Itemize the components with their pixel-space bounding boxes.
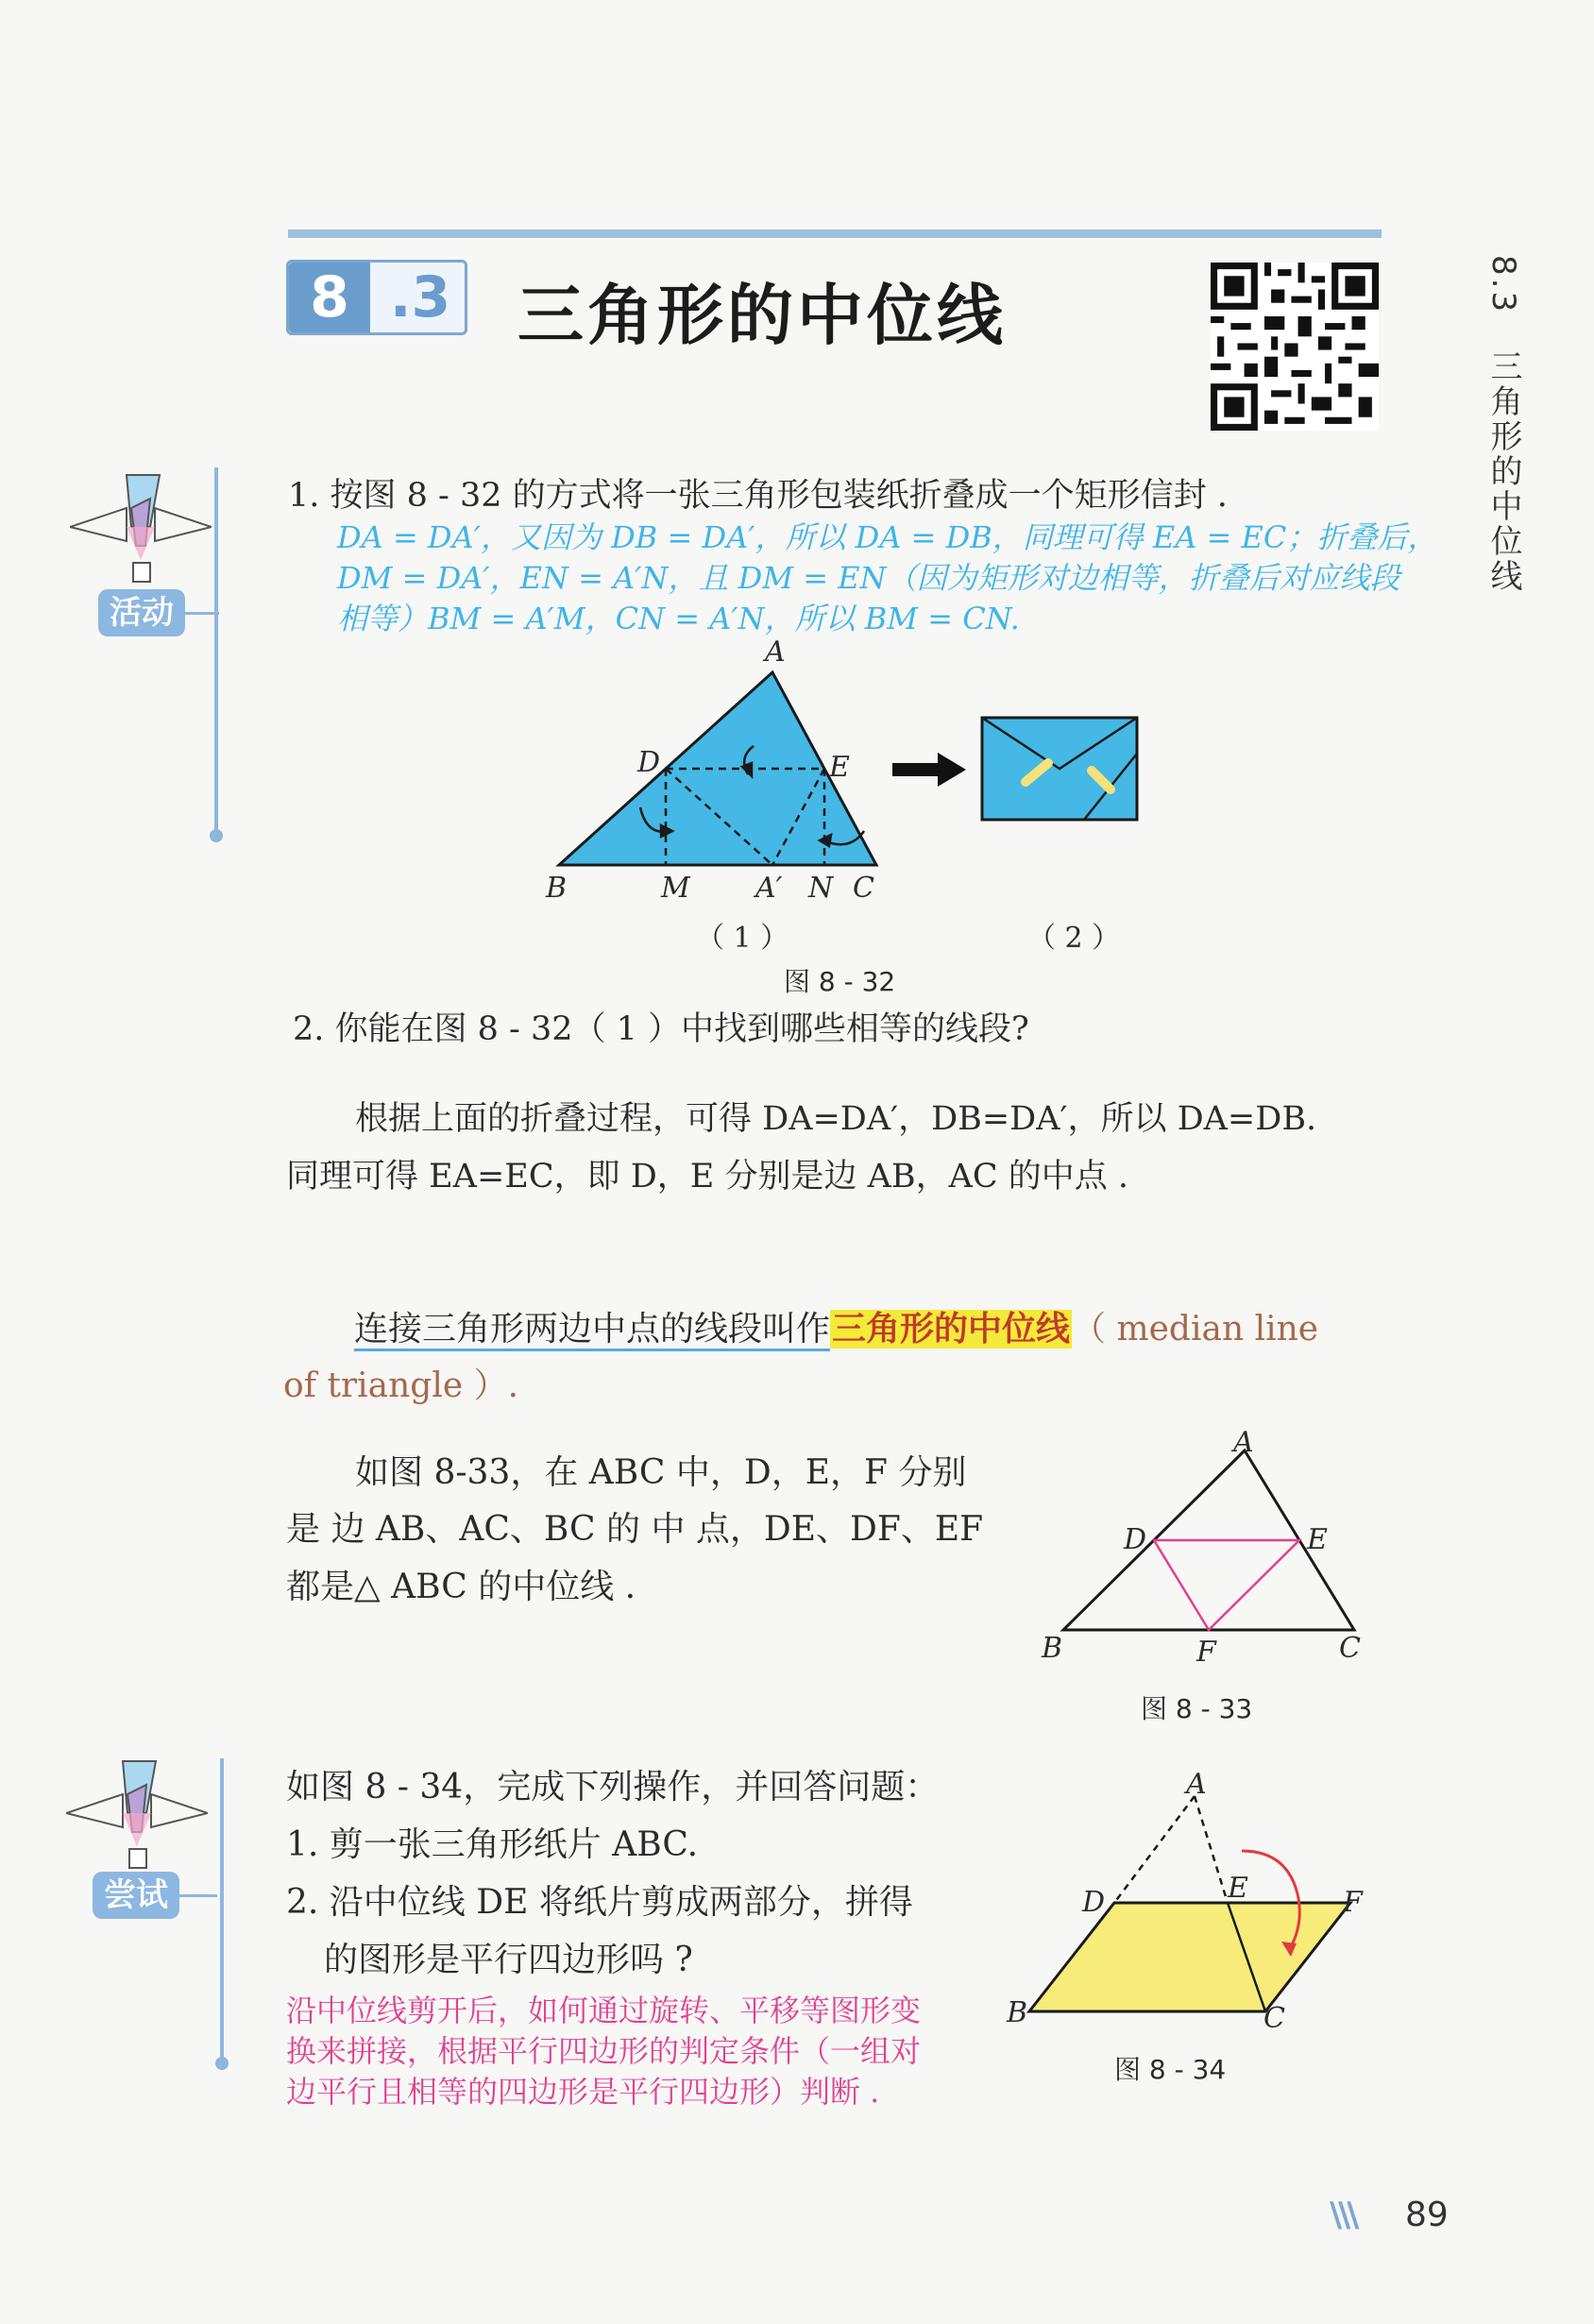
- definition-term: 三角形的中位线: [832, 1310, 1071, 1349]
- example-line-3: 都是△ ABC 的中位线 .: [286, 1568, 636, 1606]
- section-number: 8: [289, 263, 370, 332]
- right-arrow-icon: [892, 751, 968, 789]
- figure-8-34-parallelogram: [1015, 1785, 1365, 2030]
- activity-answer-2-line-2: 同理可得 EA=EC，即 D，E 分别是边 AB，AC 的中点 .: [286, 1158, 1129, 1196]
- definition-english-2: of triangle ）.: [283, 1366, 519, 1405]
- example-line-1: 如图 8-33，在 ABC 中，D，E，F 分别: [355, 1453, 967, 1492]
- fig34-label-D: D: [1082, 1886, 1106, 1919]
- activity-answer-1-line-3: 相等）BM = A′M，CN = A′N，所以 BM = CN.: [337, 601, 1020, 636]
- try-tag: 尝试: [93, 1872, 179, 1919]
- try-rule-end: [215, 2057, 229, 2070]
- fig32-subcaption-2: （ 2 ）: [1027, 922, 1121, 955]
- qr-code-icon[interactable]: [1211, 263, 1379, 431]
- fig33-label-F: F: [1196, 1636, 1216, 1669]
- try-intro: 如图 8 - 34，完成下列操作，并回答问题：: [286, 1768, 940, 1807]
- definition-line-1: [354, 1301, 1318, 1358]
- fig33-label-D: D: [1124, 1523, 1147, 1556]
- fig33-label-E: E: [1307, 1523, 1328, 1556]
- page-number-marks: \\\: [1330, 2196, 1356, 2234]
- fig34-label-B: B: [1007, 1996, 1028, 2029]
- section-decimal: .3: [389, 264, 451, 331]
- side-running-title: 8.3 三角形的中位线: [1484, 255, 1522, 595]
- try-step-2b: 的图形是平行四边形吗 ?: [324, 1941, 693, 1979]
- try-step-2a: 2. 沿中位线 DE 将纸片剪成两部分，拼得: [286, 1883, 913, 1922]
- try-rule: [220, 1758, 224, 2061]
- fig32-label-A-prime: A′: [755, 872, 783, 905]
- activity-answer-1-line-2: DM = DA′，EN = A′N，且 DM = EN（因为矩形对边相等，折叠后对应线段: [337, 560, 1400, 596]
- try-answer-line-1: 沿中位线剪开后，如何通过旋转、平移等图形变: [286, 1993, 922, 2028]
- fig33-label-A: A: [1233, 1426, 1254, 1459]
- fig34-label-F: F: [1343, 1886, 1363, 1919]
- pinwheel-icon: [70, 470, 212, 584]
- activity-item-1: 1. 按图 8 - 32 的方式将一张三角形包装纸折叠成一个矩形信封 .: [288, 477, 1228, 515]
- try-answer-line-2: 换来拼接，根据平行四边形的判定条件（一组对: [286, 2033, 922, 2069]
- fig32-label-C: C: [853, 872, 874, 905]
- fig34-label-C: C: [1263, 2002, 1285, 2035]
- try-answer-line-3: 边平行且相等的四边形是平行四边形）判断 .: [286, 2074, 880, 2110]
- page-number: 89: [1405, 2196, 1449, 2234]
- header-rule: [288, 229, 1382, 238]
- figure-8-32-envelope: [980, 716, 1139, 822]
- fig32-subcaption-1: （ 1 ）: [696, 922, 789, 955]
- fig34-label-A: A: [1186, 1768, 1207, 1801]
- fig33-label-C: C: [1339, 1632, 1361, 1665]
- activity-rule-end: [210, 829, 223, 842]
- fig34-caption: 图 8 - 34: [1114, 2054, 1227, 2085]
- activity-rule: [214, 467, 218, 834]
- fig32-label-N: N: [808, 872, 834, 905]
- fig33-label-B: B: [1042, 1632, 1063, 1665]
- activity-tag: 活动: [98, 589, 185, 636]
- pinwheel-icon: [66, 1756, 208, 1870]
- activity-answer-2-line-1: 根据上面的折叠过程，可得 DA=DA′，DB=DA′，所以 DA=DB.: [355, 1100, 1317, 1138]
- fig32-label-M: M: [661, 872, 690, 905]
- definition-underlined: 连接三角形两边中点的线段叫作: [354, 1310, 830, 1351]
- example-line-2: 是 边 AB、AC、BC 的 中 点，DE、DF、EF: [286, 1510, 984, 1549]
- fig32-label-E: E: [829, 751, 850, 784]
- page-title: 三角形的中位线: [517, 277, 1007, 354]
- fig34-label-E: E: [1228, 1872, 1248, 1905]
- activity-answer-1-line-1: DA = DA′，又因为 DB = DA′，所以 DA = DB，同理可得 EA = EC；折叠后，: [337, 519, 1438, 555]
- fig32-label-D: D: [637, 746, 661, 779]
- fig32-caption: 图 8 - 32: [784, 966, 896, 997]
- activity-item-2: 2. 你能在图 8 - 32（ 1 ）中找到哪些相等的线段?: [293, 1010, 1029, 1048]
- fig32-label-A: A: [765, 636, 786, 669]
- definition-english-1: （ median line: [1072, 1310, 1319, 1349]
- fig32-label-B: B: [546, 872, 568, 905]
- try-tag-connector: [179, 1894, 217, 1897]
- fig33-caption: 图 8 - 33: [1141, 1693, 1253, 1724]
- try-step-1: 1. 剪一张三角形纸片 ABC.: [286, 1825, 699, 1864]
